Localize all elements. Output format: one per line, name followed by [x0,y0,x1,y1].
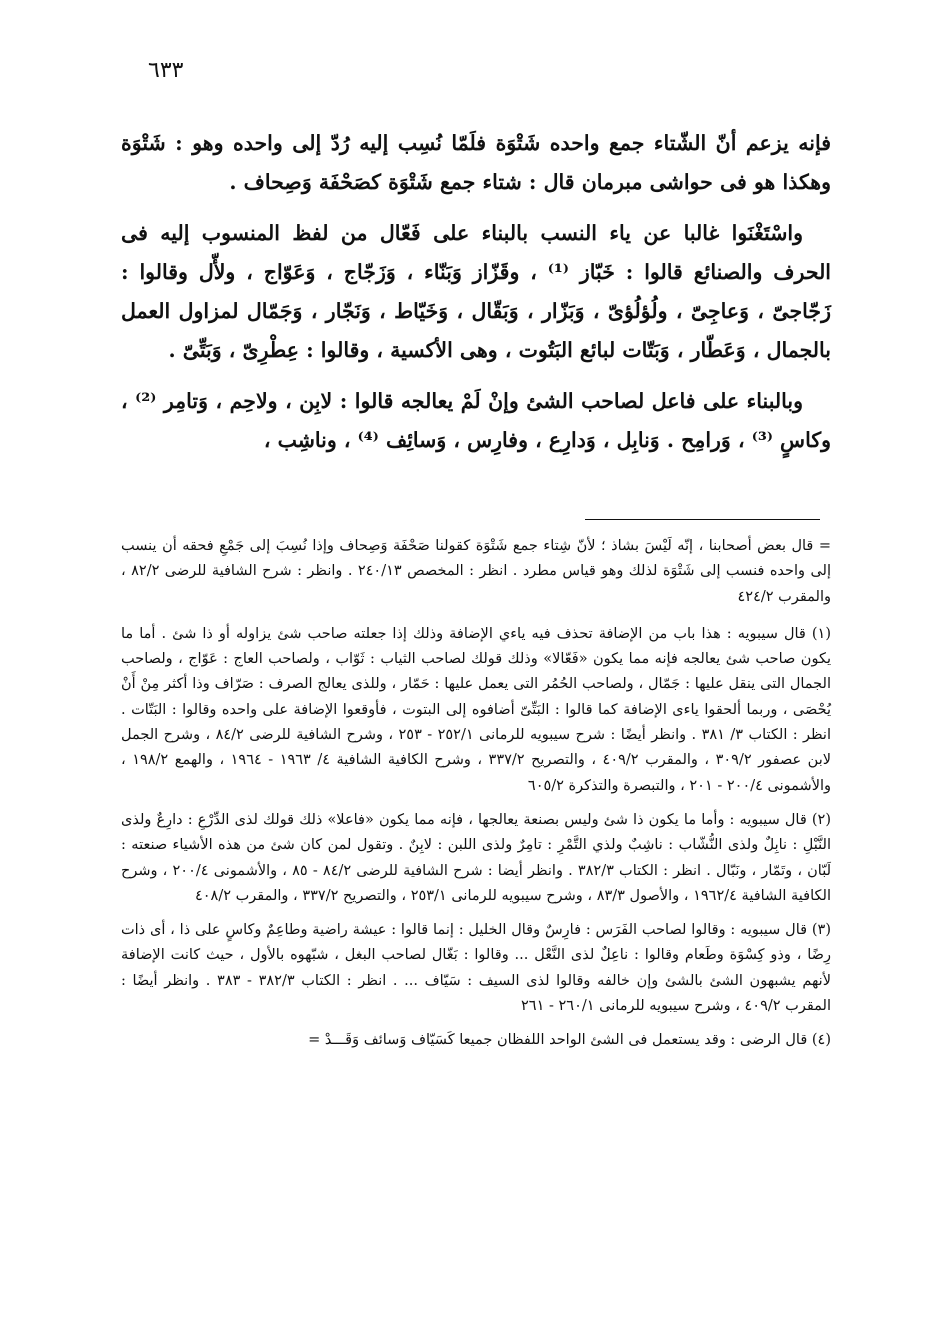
main-paragraph-3: وبالبناء على فاعل لصاحب الشئ وإنْ لَمْ يعالجه قالوا : لابِن ، ولاحِم ، وَتامِر ⁽²⁾ ، وكاسٍ ⁽³⁾ ، وَرامِح . وَنابِل ، وَدارِع ، وفارِس ، وَسائِف ⁽⁴⁾ ، وناشِب ، [121,389,831,452]
main-text [121,124,831,472]
footnote-3: (٣) قال سيبويه : وقالوا لصاحب الفَرَس : فارِسٌ وقال الخليل : إنما قالوا : عيشة راضية وطاعِمٌ وكاسٍ على ذا ، أى ذات رِضًا ، وذو كِسْوَة وطَعام وقالوا : ناعِلٌ لذى النَّعْل ... وقالوا : بَغّال لصاحب البغل ، شبّهوه بالأول ، حيث كانت الإضافة لأنهم يشبهون الشئ بالشئ وإن خالفه وقالوا لذى السيف : سَيّاف ... . انظر : الكتاب ٣٨٢/٣ - ٣٨٣ . وانظر أيضًا : المقرب ٤٠٩/٢ ، وشرح سيبويه للرمانى ٢٦٠/١ - ٢٦١ [121,922,831,1015]
footnote-1: (١) قال سيبويه : هذا باب من الإضافة تحذف فيه ياءي الإضافة وذلك إذا جعلته صاحب شئ يزاوله أو ذا شئ . أما ما يكون صاحب شئ يعالجه فإنه مما يكون «فَعّالا» وذلك قولك لصاحب الثياب : ثَوّاب ، ولصاحب العاج : عَوّاج ، ولصاحب الجمال التى ينقل عليها : جَمّال ، ولصاحب الحُمُر التى يعمل عليها : حَمّار ، وللذى يعالج الصرف : صَرّاف وذا أكثر مِنْ أَنْ يُحْصَى ، وربما ألحقوا ياءى الإضافة كما قالوا : البَتِّىّ أضافوه إلى البتوت ، فأوقعوا الإضافة على واحده وقالوا : البَتّات . انظر : الكتاب ٣/ ٣٨١ . وانظر أيضًا : شرح سيبويه للرمانى ٢٥٢/١ - ٢٥٣ ، وشرح الشافية للرضى ٨٤/٢ ، وشرح الجمل لابن عصفور ٣٠٩/٢ ، والمقرب ٤٠٩/٢ ، والتصريح ٣٣٧/٢ ، وشرح الكافية الشافية ٤/ ١٩٦٣ - ١٩٦٤ ، والهمع ١٩٨/٢ ، والأشمونى ٢٠٠/٤ - ٢٠١ ، والتبصرة والتذكرة ٦٠٥/٢ [121,625,832,794]
footnote-divider [585,519,820,520]
main-paragraph-1: فإنه يزعم أنّ الشّتاء جمع واحده شَتْوَة فلَمّا نُسِب إليه رُدّ إلى واحده وهو : شَتْوَة وهكذا هو فى حواشى مبرمان قال : شتاء جمع شَتْوَة كصَحْفَة وَصِحاف . [121,131,831,194]
footnote-continuation: = قال بعض أصحابنا ، إنّه لَيْسَ بشاذ ؛ لأنّ شِتاء جمع شَتْوَة كقولنا صَحْفَة وَصِحاف وإذا نُسِبَ إلى جَمْعِ فحقه أن ينسب إلى واحده فنسب إلى شَتْوَة لذلك وهو قياس مطرد . انظر : المخصص ٢٤٠/١٣ . وانظر : شرح الشافية للرضى ٨٢/٢ ، والمقرب ٤٢٤/٢ [121,538,831,605]
main-paragraph-2: واسْتَغْنَوا غالبا عن ياء النسب بالبناء على فَعّال من لفظ المنسوب إليه فى الحرف والصنائع قالوا : خَبّاز ⁽¹⁾ ، وقَزّاز وَبَنّاء ، وَزَجّاج ، وَعَوّاج ، ولأّل وقالوا : زَجّاجىّ ، وَعاجِىّ ، ولُؤلُؤىّ ، وَبَزّار ، وَبَقّال ، وَخَيّاط ، وَنَجّار ، وَجَمّال لمزاول العمل بالجمال ، وَعَطّار ، وَبَتّات لبائع البَتُوت ، وهى الأكسية ، وقالوا : عِطْرِىّ ، وَبَتِّىّ . [121,221,832,362]
footnotes [121,534,831,1063]
page-number: ٦٣٣ [148,58,184,83]
footnote-2: (٢) قال سيبويه : وأما ما يكون ذا شئ وليس بصنعة يعالجها ، فإنه مما يكون «فاعلا» ذلك قولك لذى الدِّرْعِ : دارِعٌ ولذى النَّبْلِ : نابِلٌ ولذى النُّشّاب : ناشِبٌ ولذي التَّمْرِ : تامِرٌ ولذى اللبن : لابِنٌ . وتقول لمن كان شئ من هذه الأشياء صنعته : لَبّان ، وتَمّار ، ونَبّال . انظر : الكتاب ٣٨٢/٣ . وانظر أيضا : شرح الشافية للرضى ٨٤/٢ - ٨٥ ، والأشمونى ٢٠٠/٤ ، وشرح الكافية الشافية ١٩٦٢/٤ ، والأصول ٨٣/٣ ، وشرح سيبويه للرمانى ٢٥٣/١ ، والتصريح ٣٣٧/٢ ، والمقرب ٤٠٨/٢ [121,811,832,904]
footnote-4: (٤) قال الرضى : وقد يستعمل فى الشئ الواحد اللفظان جميعا كَسَيّاف وَسائف وَقَـــدْ = [308,1032,831,1049]
